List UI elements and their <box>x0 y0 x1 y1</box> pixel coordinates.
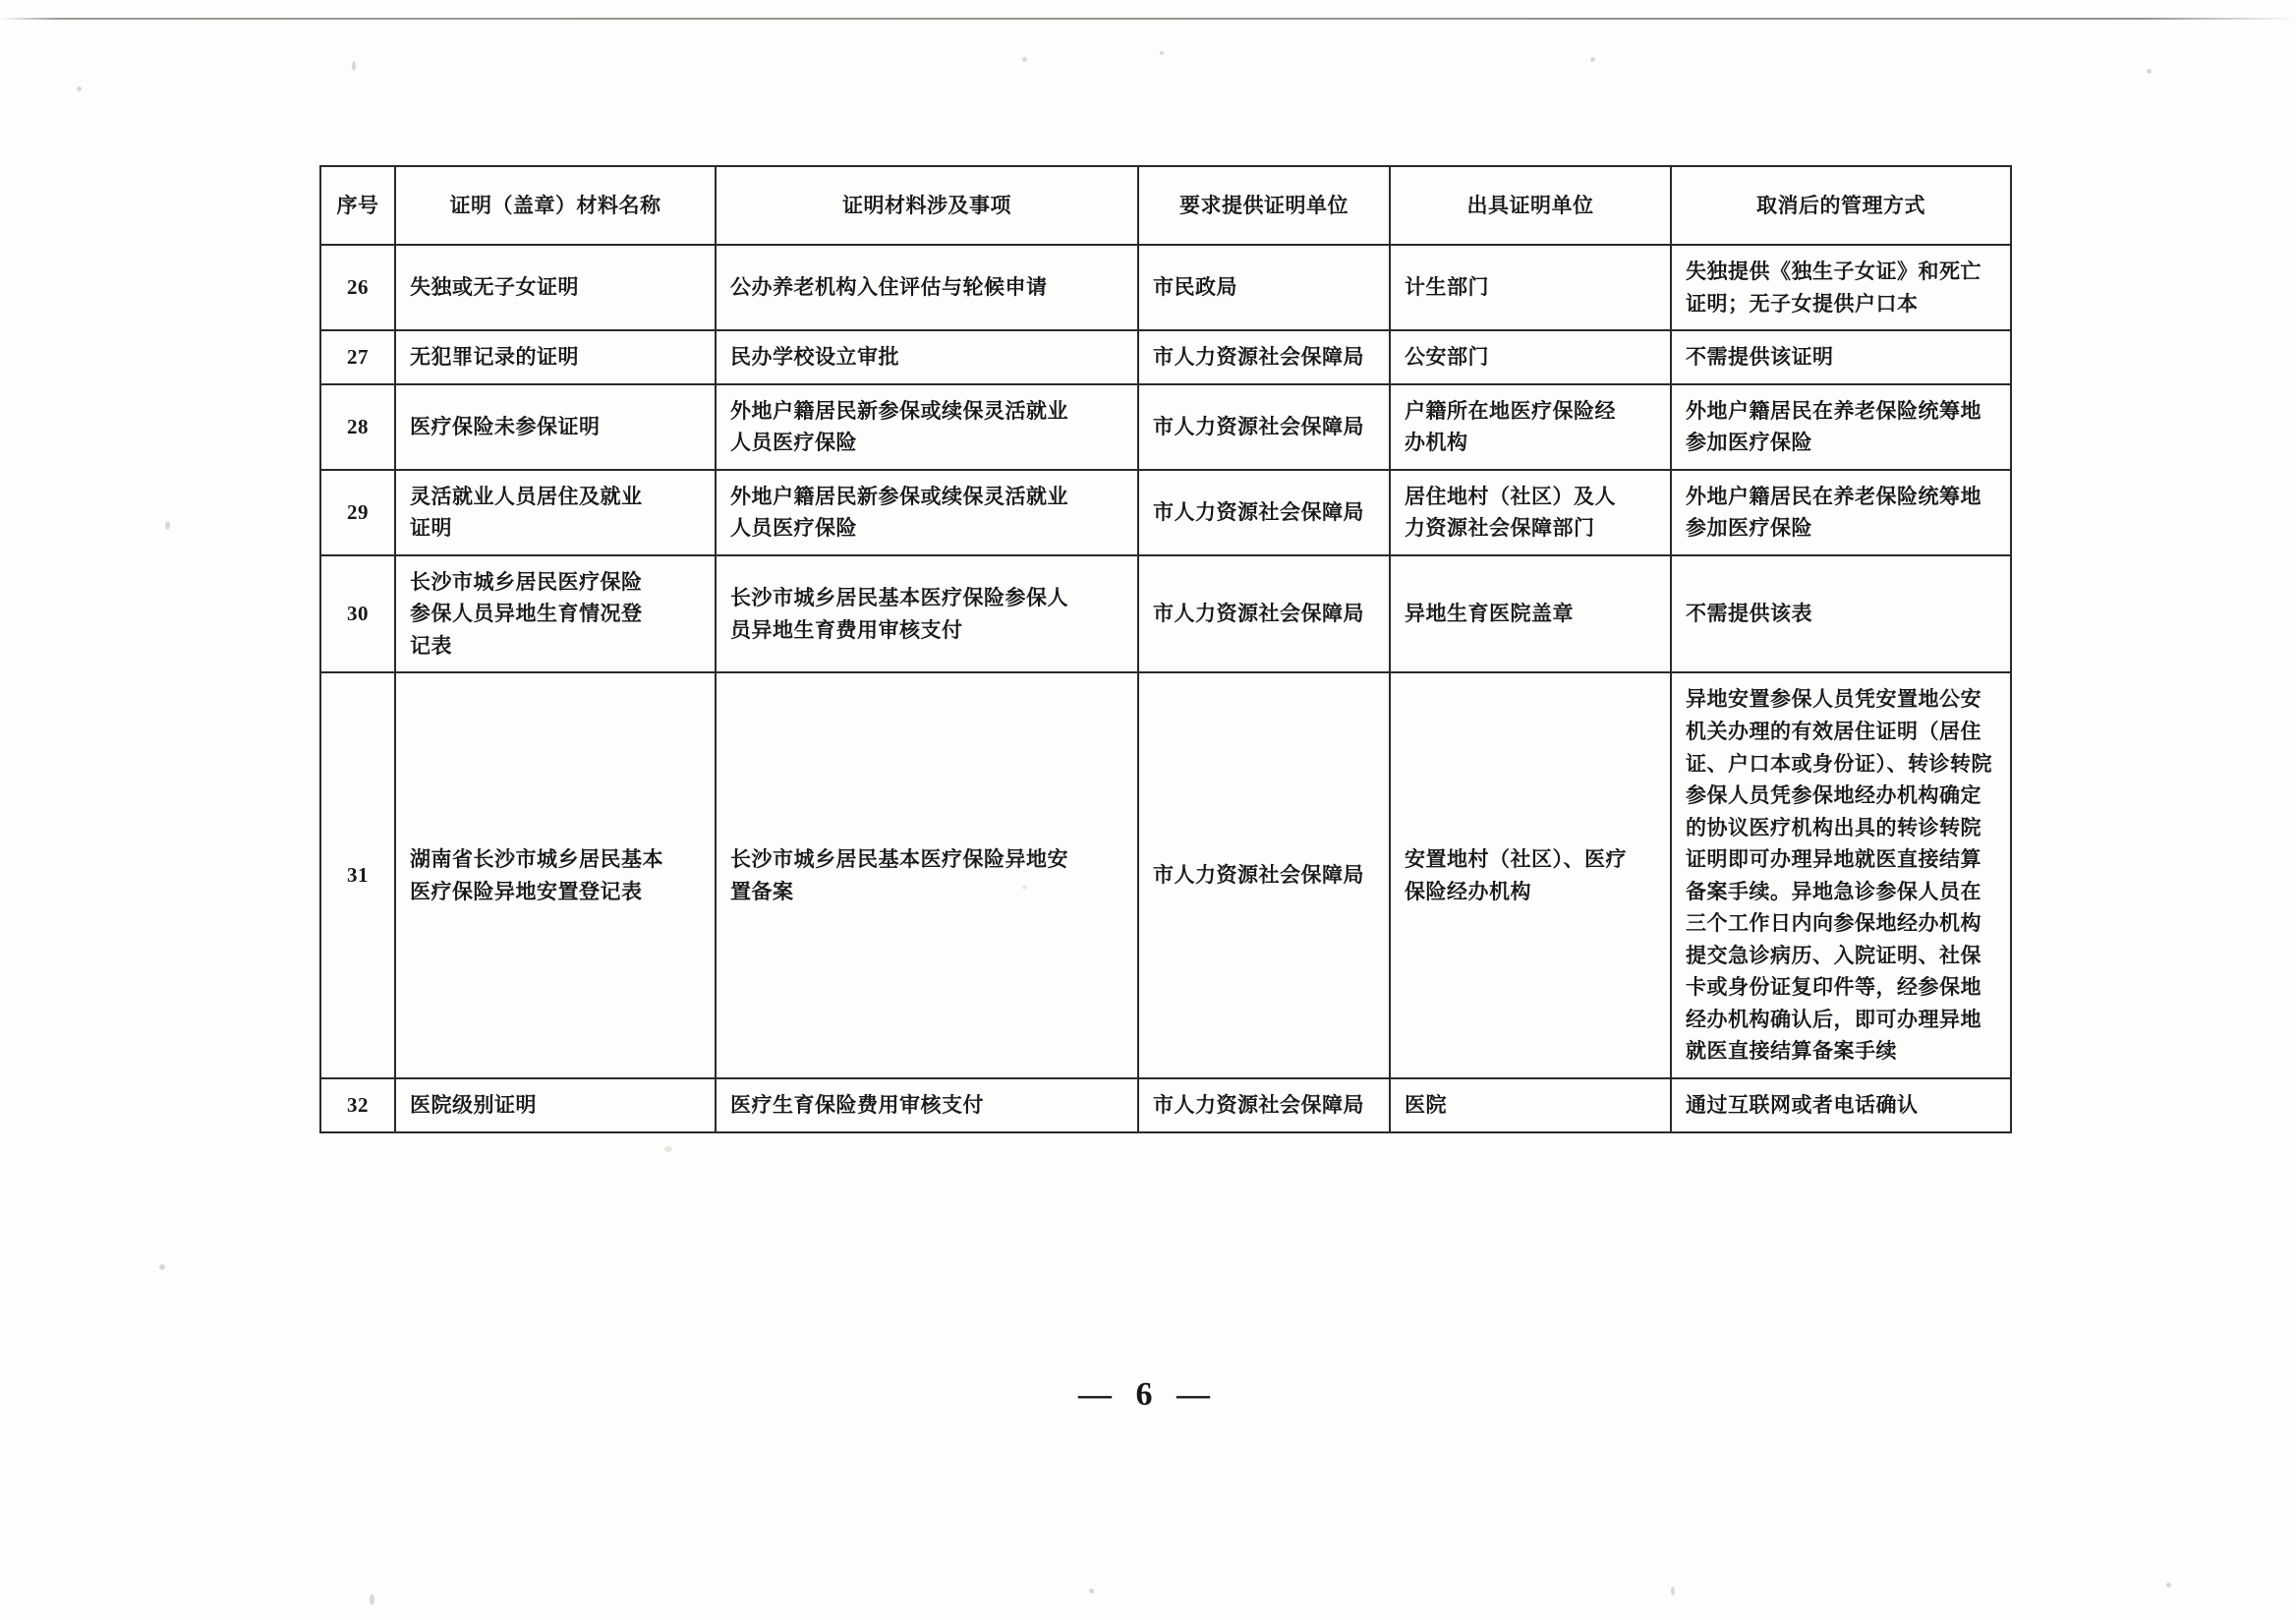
cell-text-line: 卡或身份证复印件等，经参保地 <box>1686 975 1981 1000</box>
cell-text <box>730 341 1123 374</box>
cell-related-matter <box>716 1078 1138 1132</box>
cell-related-matter <box>716 555 1138 673</box>
table-row <box>320 555 2011 673</box>
header-material-name: 证明（盖章）材料名称 <box>395 166 716 245</box>
cell-text-line: 公安部门 <box>1405 345 1489 370</box>
table-row <box>320 672 2011 1078</box>
cell-text-line: 市人力资源社会保障局 <box>1153 863 1364 888</box>
cell-text <box>730 1089 1123 1122</box>
cell-material-name <box>395 470 716 555</box>
cell-text-line: 异地生育医院盖章 <box>1405 602 1574 626</box>
cell-text-line: 的协议医疗机构出具的转诊转院 <box>1686 815 1981 839</box>
cell-text-line: 灵活就业人员居住及就业 <box>410 484 643 508</box>
cell-text-line: 三个工作日内向参保地经办机构 <box>1686 911 1981 936</box>
cell-text-line: 力资源社会保障部门 <box>1405 516 1595 541</box>
cell-text-line: 民办学校设立审批 <box>730 345 899 370</box>
cell-text-line: 医疗保险异地安置登记表 <box>410 879 643 903</box>
cell-text-line: 计生部门 <box>1405 275 1489 300</box>
cell-text-line: 参加医疗保险 <box>1686 516 1812 541</box>
cell-text-line: 居住地村（社区）及人 <box>1405 484 1616 508</box>
table-row <box>320 470 2011 555</box>
cell-text-line: 参保人员异地生育情况登 <box>410 602 643 626</box>
cell-related-matter <box>716 245 1138 330</box>
cell-text-line: 失独提供《独生子女证》和死亡 <box>1686 260 1981 283</box>
cell-text <box>410 843 701 907</box>
cell-text-line: 市人力资源社会保障局 <box>1153 1093 1364 1118</box>
cell-material-name <box>395 245 716 330</box>
cell-text <box>730 582 1123 646</box>
cell-related-matter <box>716 672 1138 1078</box>
cell-text <box>1153 859 1375 892</box>
cell-text-line: 长沙市城乡居民基本医疗保险异地安 <box>730 847 1068 872</box>
cell-text <box>410 341 701 374</box>
cell-requesting-unit <box>1138 555 1390 673</box>
cell-text-line: 人员医疗保险 <box>730 431 857 455</box>
table-header-row <box>320 166 2011 245</box>
cell-management-method <box>1671 555 2011 673</box>
cell-requesting-unit <box>1138 330 1390 384</box>
cell-text <box>1405 1089 1656 1122</box>
cell-text-line: 通过互联网或者电话确认 <box>1686 1093 1919 1118</box>
cell-related-matter <box>716 384 1138 470</box>
cell-issuing-unit <box>1390 672 1671 1078</box>
cell-text <box>410 566 701 663</box>
cell-text <box>1405 271 1656 304</box>
cell-text-line: 备案手续。异地急诊参保人员在 <box>1686 879 1981 903</box>
cell-text-line: 记表 <box>410 633 452 658</box>
cell-text-line: 证明 <box>410 516 452 541</box>
cell-index: 31 <box>320 672 395 1078</box>
cell-text-line: 人员医疗保险 <box>730 516 857 541</box>
page-number: — 6 — <box>1078 1376 1218 1413</box>
cell-management-method <box>1671 330 2011 384</box>
cell-text-line: 外地户籍居民新参保或续保灵活就业 <box>730 484 1068 508</box>
cell-text <box>1153 598 1375 630</box>
cell-text-line: 市民政局 <box>1153 275 1237 300</box>
cell-management-method <box>1671 384 2011 470</box>
cell-text-line: 证明即可办理异地就医直接结算 <box>1686 847 1981 872</box>
cell-text <box>1153 496 1375 529</box>
cell-text-line: 参保人员凭参保地经办机构确定 <box>1686 783 1981 808</box>
header-issuing-unit: 出具证明单位 <box>1390 166 1671 245</box>
table-body <box>320 245 2011 1132</box>
cell-text <box>410 481 701 545</box>
cell-related-matter <box>716 330 1138 384</box>
cell-text-line: 证明；无子女提供户口本 <box>1686 291 1919 316</box>
cell-text <box>730 843 1123 907</box>
cell-text-line: 市人力资源社会保障局 <box>1153 602 1364 626</box>
cell-text <box>730 271 1123 304</box>
cell-text-line: 不需提供该表 <box>1686 602 1812 626</box>
cell-requesting-unit <box>1138 245 1390 330</box>
cell-text-line: 经办机构确认后，即可办理异地 <box>1686 1007 1981 1031</box>
cell-text-line: 市人力资源社会保障局 <box>1153 414 1364 438</box>
cell-text-line: 就医直接结算备案手续 <box>1686 1039 1897 1064</box>
cell-text <box>410 271 701 304</box>
cell-issuing-unit <box>1390 555 1671 673</box>
cell-text <box>1153 271 1375 304</box>
cell-text <box>1686 395 1996 459</box>
cell-text <box>730 395 1123 459</box>
cell-management-method <box>1671 1078 2011 1132</box>
cell-text <box>730 481 1123 545</box>
header-management-method: 取消后的管理方式 <box>1671 166 2011 245</box>
cell-text-line: 无犯罪记录的证明 <box>410 345 579 370</box>
cell-management-method <box>1671 672 2011 1078</box>
cell-text-line: 医疗生育保险费用审核支付 <box>730 1093 984 1118</box>
scan-edge-line <box>0 18 2296 20</box>
cell-material-name <box>395 672 716 1078</box>
cell-issuing-unit <box>1390 330 1671 384</box>
cell-text-line: 湖南省长沙市城乡居民基本 <box>410 847 663 872</box>
cell-text-line: 外地户籍居民在养老保险统筹地 <box>1686 398 1981 423</box>
cell-text-line: 外地户籍居民在养老保险统筹地 <box>1686 484 1981 508</box>
cell-issuing-unit <box>1390 1078 1671 1132</box>
cell-index: 28 <box>320 384 395 470</box>
cell-text-line: 保险经办机构 <box>1405 879 1531 903</box>
cell-text <box>410 1089 701 1122</box>
cell-text-line: 长沙市城乡居民基本医疗保险参保人 <box>730 586 1068 610</box>
cell-material-name <box>395 555 716 673</box>
certificate-cancellation-table <box>319 165 2010 1133</box>
cell-text-line: 医疗保险未参保证明 <box>410 414 601 438</box>
cell-text-line: 置备案 <box>730 879 794 903</box>
cell-issuing-unit <box>1390 384 1671 470</box>
cell-text <box>410 411 701 443</box>
cell-text-line: 安置地村（社区）、医疗 <box>1405 847 1627 872</box>
cell-index: 26 <box>320 245 395 330</box>
cell-text-line: 不需提供该证明 <box>1686 345 1834 370</box>
table-row <box>320 1078 2011 1132</box>
cell-text-line: 异地安置参保人员凭安置地公安 <box>1686 687 1981 712</box>
cell-text-line: 长沙市城乡居民医疗保险 <box>410 569 643 594</box>
cell-material-name <box>395 384 716 470</box>
cell-management-method <box>1671 245 2011 330</box>
cell-requesting-unit <box>1138 1078 1390 1132</box>
cell-text <box>1686 683 1996 1068</box>
cell-text-line: 提交急诊病历、入院证明、社保 <box>1686 943 1981 967</box>
cell-text <box>1686 341 1996 374</box>
cell-text <box>1405 395 1656 459</box>
header-index: 序号 <box>320 166 395 245</box>
cell-text-line: 医院级别证明 <box>410 1093 537 1118</box>
cell-text <box>1405 843 1656 907</box>
cell-text-line: 办机构 <box>1405 431 1468 455</box>
cell-issuing-unit <box>1390 245 1671 330</box>
cell-requesting-unit <box>1138 470 1390 555</box>
cell-text-line: 公办养老机构入住评估与轮候申请 <box>730 275 1048 300</box>
cell-text <box>1153 1089 1375 1122</box>
cell-requesting-unit <box>1138 672 1390 1078</box>
cell-text <box>1405 598 1656 630</box>
cell-text-line: 市人力资源社会保障局 <box>1153 345 1364 370</box>
cell-text-line: 外地户籍居民新参保或续保灵活就业 <box>730 398 1068 423</box>
cell-issuing-unit <box>1390 470 1671 555</box>
cell-text-line: 员异地生育费用审核支付 <box>730 617 963 642</box>
cell-text <box>1686 598 1996 630</box>
cell-text-line: 机关办理的有效居住证明（居住 <box>1686 720 1981 744</box>
cell-text <box>1405 481 1656 545</box>
cell-text <box>1153 341 1375 374</box>
cell-text-line: 证、户口本或身份证）、转诊转院 <box>1686 751 1992 776</box>
cell-text <box>1153 411 1375 443</box>
cell-index: 32 <box>320 1078 395 1132</box>
table-row <box>320 245 2011 330</box>
cell-management-method <box>1671 470 2011 555</box>
cell-text <box>1686 256 1996 319</box>
cell-text-line: 医院 <box>1405 1093 1447 1118</box>
cell-related-matter <box>716 470 1138 555</box>
cell-text <box>1405 341 1656 374</box>
cell-text-line: 户籍所在地医疗保险经 <box>1405 398 1616 423</box>
cell-text <box>1686 1089 1996 1122</box>
cell-material-name <box>395 330 716 384</box>
cell-requesting-unit <box>1138 384 1390 470</box>
header-related-matter: 证明材料涉及事项 <box>716 166 1138 245</box>
cell-text-line: 参加医疗保险 <box>1686 431 1812 455</box>
cell-text-line: 失独或无子女证明 <box>410 275 579 300</box>
cell-text <box>1686 481 1996 545</box>
cell-index: 30 <box>320 555 395 673</box>
header-requesting-unit: 要求提供证明单位 <box>1138 166 1390 245</box>
cell-index: 27 <box>320 330 395 384</box>
cell-material-name <box>395 1078 716 1132</box>
table-row <box>320 330 2011 384</box>
cell-index: 29 <box>320 470 395 555</box>
cell-text-line: 市人力资源社会保障局 <box>1153 500 1364 524</box>
table-row <box>320 384 2011 470</box>
